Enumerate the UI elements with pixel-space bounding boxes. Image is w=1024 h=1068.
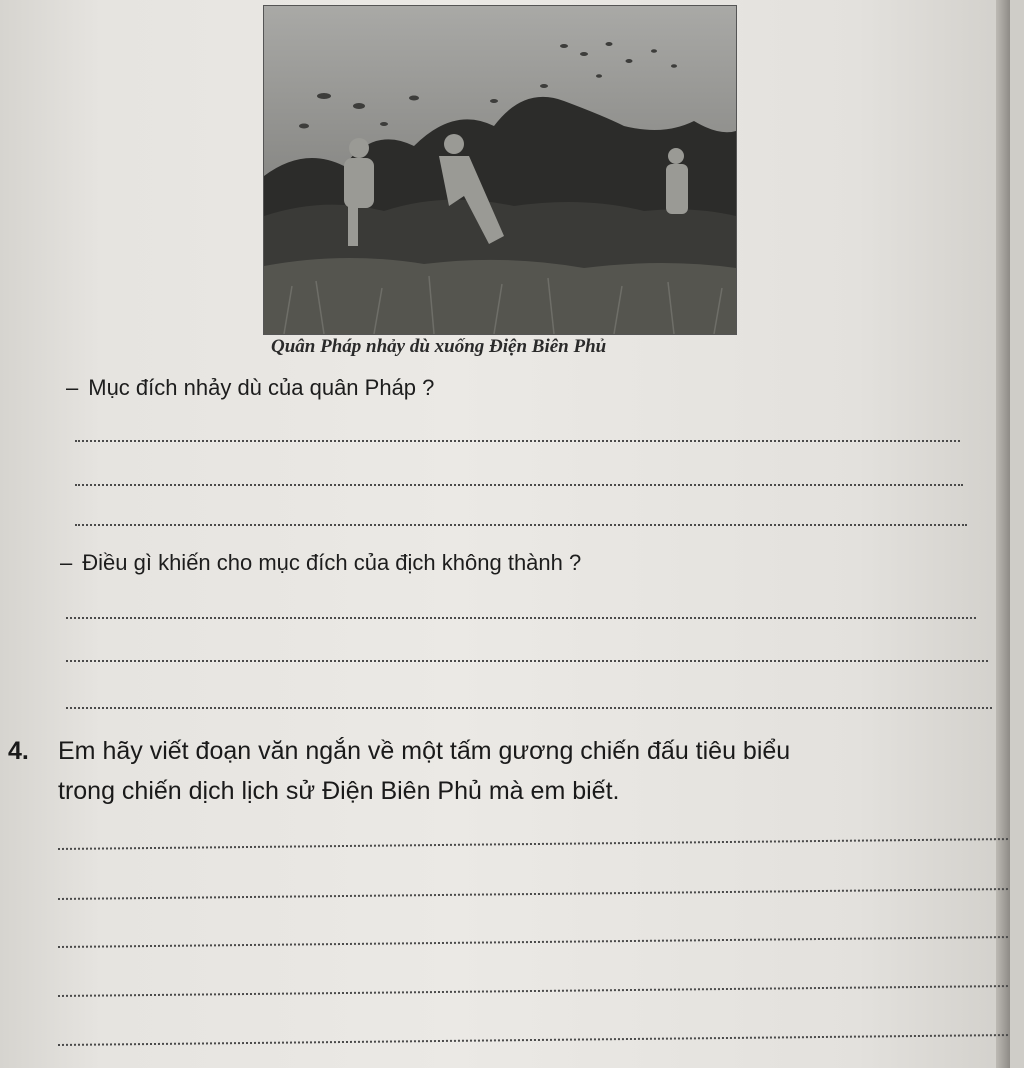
answer-line[interactable]: [58, 985, 1008, 997]
bullet-dash: –: [60, 550, 73, 575]
page-edge: [996, 0, 1010, 1068]
answer-line[interactable]: [66, 617, 976, 619]
bullet-dash: –: [66, 375, 79, 400]
question-text: Mục đích nhảy dù của quân Pháp ?: [88, 375, 435, 400]
exercise-prompt-line-2: trong chiến dịch lịch sử Điện Biên Phủ mà em biết.: [58, 777, 620, 805]
exercise-4: [8, 731, 1010, 811]
answer-line[interactable]: [58, 888, 1008, 900]
answer-line[interactable]: [66, 660, 988, 662]
answer-line[interactable]: [58, 1034, 1008, 1046]
question-text: Điều gì khiến cho mục đích của địch không thành ?: [82, 550, 582, 575]
photo-caption: Quân Pháp nhảy dù xuống Điện Biên Phủ: [271, 336, 607, 357]
question-purpose: [66, 375, 434, 401]
exercise-prompt-line-1: Em hãy viết đoạn văn ngắn về một tấm gương chiến đấu tiêu biểu: [58, 737, 791, 765]
historical-photo: [263, 5, 737, 335]
answer-line[interactable]: [75, 524, 967, 526]
paratroopers-photo-illustration: [264, 6, 736, 334]
answer-line[interactable]: [75, 484, 963, 486]
exercise-number: 4.: [8, 737, 29, 765]
answer-line[interactable]: [66, 707, 992, 709]
answer-line[interactable]: [75, 440, 960, 442]
question-failure-reason: [60, 550, 581, 576]
answer-line[interactable]: [58, 936, 1008, 948]
answer-line[interactable]: [58, 838, 1008, 850]
